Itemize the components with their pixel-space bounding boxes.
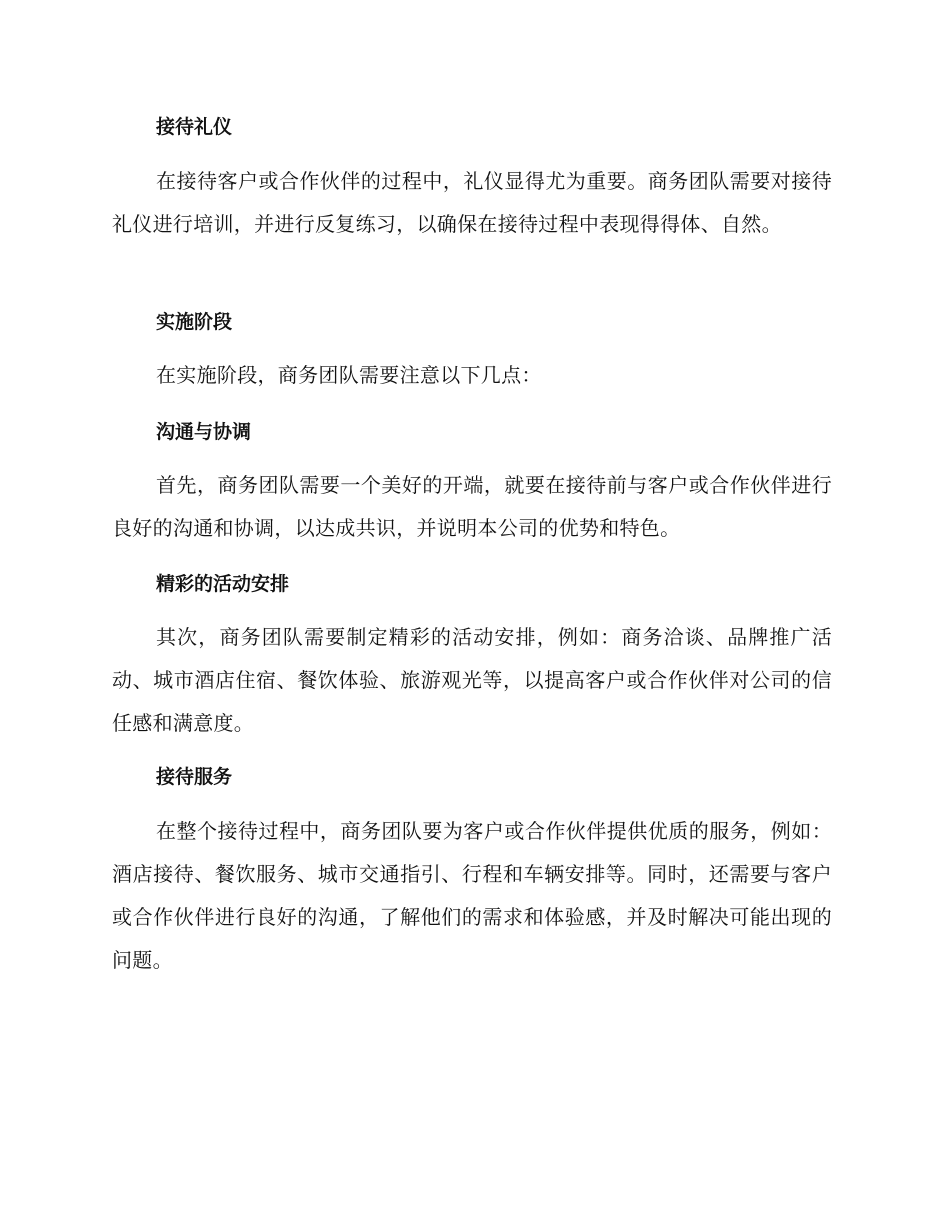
section-heading: 接待礼仪 [156,116,233,138]
section-heading: 沟通与协调 [156,421,252,443]
section-heading: 实施阶段 [156,311,233,333]
section-paragraph: 其次，商务团队需要制定精彩的活动安排，例如：商务洽谈、品牌推广活动、城市酒店住宿、餐饮体验、旅游观光等，以提高客户或合作伙伴对公司的信任感和满意度。 [112,625,832,735]
section-paragraph: 在实施阶段，商务团队需要注意以下几点： [156,363,542,387]
section-paragraph: 首先，商务团队需要一个美好的开端，就要在接待前与客户或合作伙伴进行良好的沟通和协调，以达成共识，并说明本公司的优势和特色。 [112,473,832,540]
section-paragraph: 在接待客户或合作伙伴的过程中，礼仪显得尤为重要。商务团队需要对接待礼仪进行培训，并进行反复练习，以确保在接待过程中表现得得体、自然。 [112,169,832,236]
section-heading: 精彩的活动安排 [156,573,290,595]
section-paragraph: 在整个接待过程中，商务团队要为客户或合作伙伴提供优质的服务，例如：酒店接待、餐饮服务、城市交通指引、行程和车辆安排等。同时，还需要与客户或合作伙伴进行良好的沟通，了解他们的需求和体验感，并及时解决可能出现的问题。 [112,819,832,972]
section-heading: 接待服务 [156,766,233,788]
